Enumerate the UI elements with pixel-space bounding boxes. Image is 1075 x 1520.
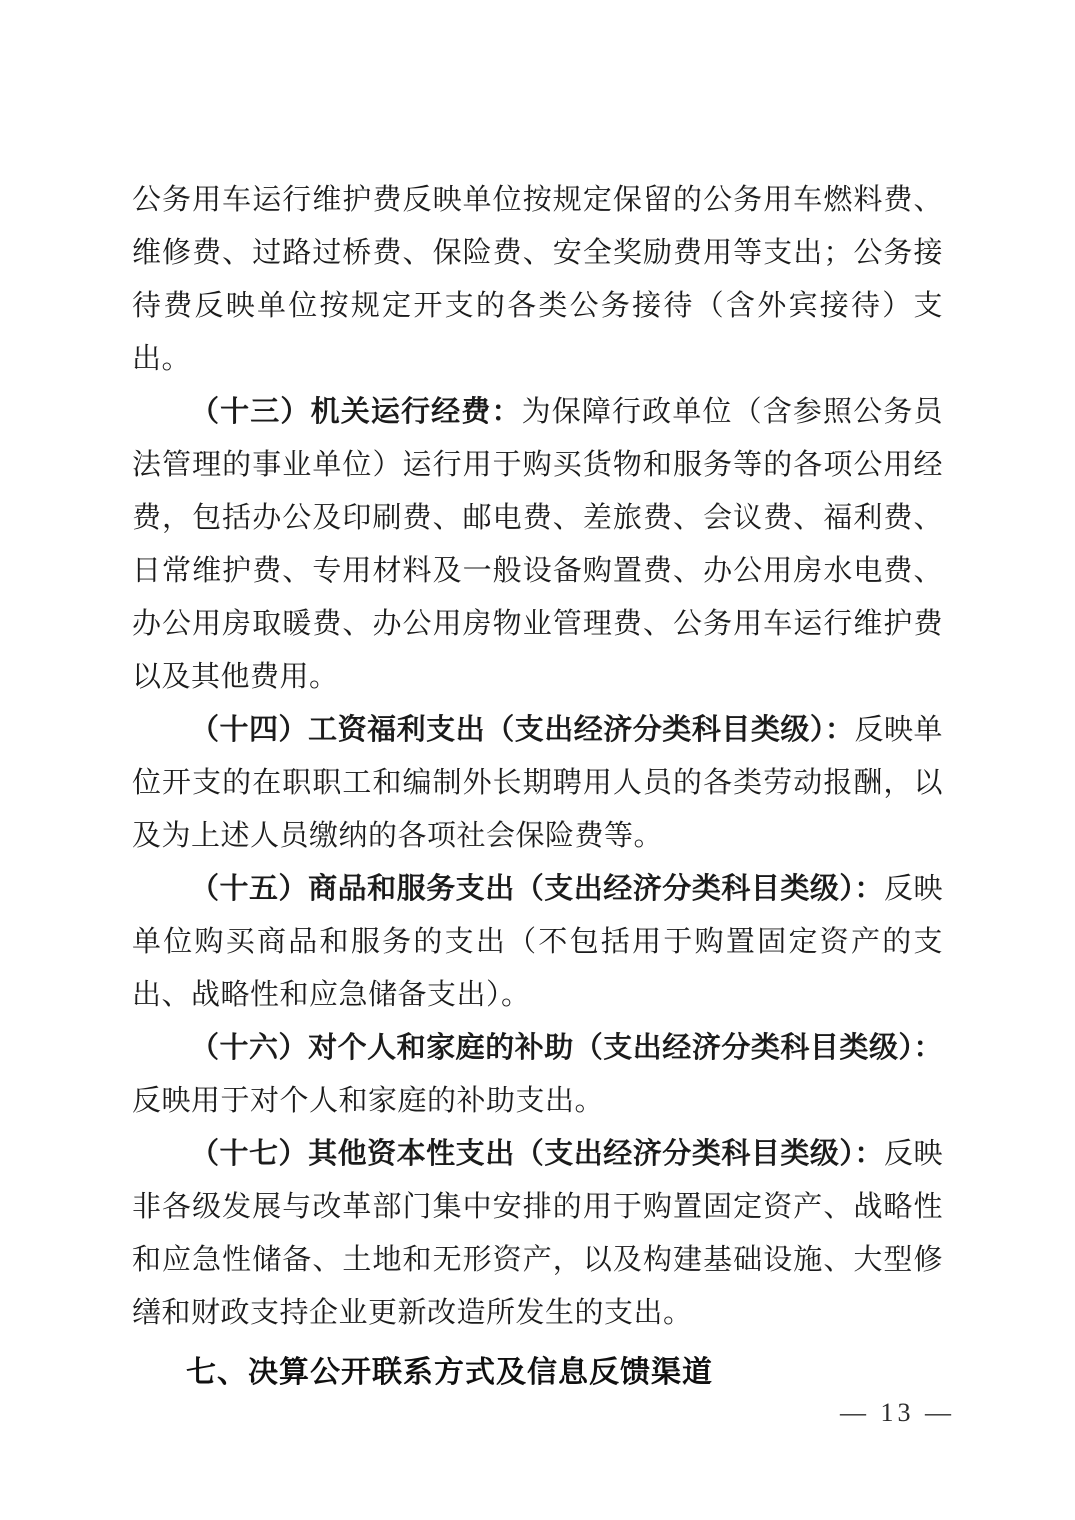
document-body	[132, 174, 943, 1399]
paragraph-lead: （十三）机关运行经费：	[190, 396, 522, 428]
paragraph-lead: （十六）对个人和家庭的补助（支出经济分类科目类级）：	[190, 1032, 943, 1064]
paragraph-list	[132, 174, 943, 1340]
page-number: — 13 —	[840, 1398, 955, 1427]
paragraph-text: 反映单位开支的在职职工和编制外长期聘用人员的各类劳动报酬，以及为上述人员缴纳的各项社会保险费等。	[132, 714, 943, 852]
paragraph-text: 为保障行政单位（含参照公务员法管理的事业单位）运行用于购买货物和服务等的各项公用经费，包括办公及印刷费、邮电费、差旅费、会议费、福利费、日常维护费、专用材料及一般设备购置费、办公用房水电费、办公用房取暖费、办公用房物业管理费、公务用车运行维护费以及其他费用。	[132, 396, 943, 693]
paragraph-text: 反映用于对个人和家庭的补助支出。	[132, 1085, 605, 1117]
paragraph-text: 反映非各级发展与改革部门集中安排的用于购置固定资产、战略性和应急性储备、土地和无形资产，以及构建基础设施、大型修缮和财政支持企业更新改造所发生的支出。	[132, 1138, 943, 1329]
paragraph-lead: （十四）工资福利支出（支出经济分类科目类级）：	[190, 714, 855, 746]
paragraph	[132, 386, 943, 704]
paragraph-lead: （十七）其他资本性支出（支出经济分类科目类级）：	[190, 1138, 884, 1170]
paragraph	[132, 174, 943, 386]
paragraph-text: 反映单位购买商品和服务的支出（不包括用于购置固定资产的支出、战略性和应急储备支出）。	[132, 873, 943, 1011]
paragraph	[132, 1128, 943, 1340]
paragraph	[132, 704, 943, 863]
paragraph-text: 公务用车运行维护费反映单位按规定保留的公务用车燃料费、维修费、过路过桥费、保险费、安全奖励费用等支出；公务接待费反映单位按规定开支的各类公务接待（含外宾接待）支出。	[132, 184, 943, 375]
paragraph	[132, 1022, 943, 1128]
paragraph-lead: （十五）商品和服务支出（支出经济分类科目类级）：	[190, 873, 884, 905]
section-heading: 七、决算公开联系方式及信息反馈渠道	[186, 1356, 713, 1389]
paragraph	[132, 863, 943, 1022]
